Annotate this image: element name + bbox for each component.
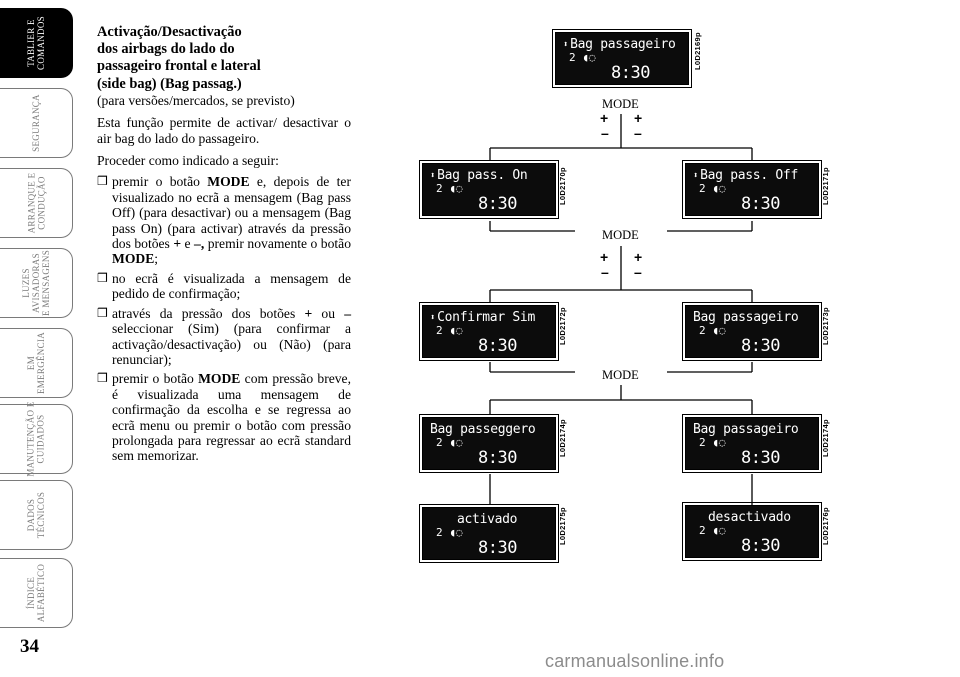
mode-label: MODE xyxy=(602,228,639,242)
gear-digit: 2 xyxy=(699,436,706,449)
figure-code: L0D2172p xyxy=(558,307,567,345)
figure-code: L0D2173p xyxy=(821,307,830,345)
minus-sign: – xyxy=(601,264,609,280)
lights-icon: ◖◌ xyxy=(449,324,463,337)
figure-code: L0D2174p xyxy=(558,419,567,457)
gear-digit: 2 xyxy=(436,436,443,449)
tab-label: LUZES AVISADORAS E MENSAGENS xyxy=(21,249,51,317)
figure-code: L0D2176p xyxy=(821,507,830,545)
lcd-screen-bag-passageiro xyxy=(685,305,819,358)
heading-line: passageiro frontal e lateral xyxy=(97,58,261,75)
list-item-text: premir o botão MODE e, depois de ter visualizado no ecrã a mensagem (Bag pass Off) (para desactivar) ou a mensagem (Bag pass On) (para activar) através da pressão dos botões + e –, premir novamente o botão MODE; xyxy=(112,174,351,267)
gear-digit: 2 xyxy=(699,324,706,337)
checkbox-bullet-icon: ❒ xyxy=(97,305,108,320)
section-heading xyxy=(97,24,351,93)
gear-digit: 2 xyxy=(699,182,706,195)
screen-text: Bag passageiro xyxy=(693,422,799,437)
tab-seguranca[interactable] xyxy=(0,88,73,158)
gear-digit: 2 xyxy=(569,51,576,64)
clock-time: 8:30 xyxy=(741,448,780,468)
tab-label: ÍNDICE ALFABÉTICO xyxy=(26,563,46,623)
screen-text: Bag passeggero xyxy=(430,422,536,437)
list-item-text: no ecrã é visualizada a mensagem de pedido de confirmação; xyxy=(112,270,351,302)
heading-line: dos airbags do lado do xyxy=(97,41,235,58)
checkbox-bullet-icon: ❒ xyxy=(97,270,108,285)
watermark: carmanualsonline.info xyxy=(545,651,725,671)
lights-icon: ◖◌ xyxy=(712,436,726,449)
tab-label: EM EMERGÊNCIA xyxy=(26,332,46,394)
lcd-screen-bag-passeggero xyxy=(422,417,556,470)
lcd-screen-confirmar-sim xyxy=(422,305,556,358)
up-down-arrows-icon: ⬍ xyxy=(430,171,436,181)
screen-text: activado xyxy=(457,512,518,527)
figure-code: L0D2174p xyxy=(821,419,830,457)
lights-icon: ◖◌ xyxy=(712,182,726,195)
tab-manutencao-cuidados[interactable] xyxy=(0,401,73,477)
screen-text: Bag pass. Off xyxy=(700,168,798,183)
lcd-screen-bag-pass-on xyxy=(422,163,556,216)
tab-em-emergencia[interactable] xyxy=(0,328,73,398)
figure-code: L0D2171p xyxy=(821,167,830,205)
plus-sign: + xyxy=(634,249,643,265)
text-column xyxy=(97,24,351,464)
lcd-screen-desactivado xyxy=(685,505,819,558)
screen-text: Bag pass. On xyxy=(437,168,528,183)
plus-sign: + xyxy=(600,110,609,126)
lights-icon: ◖◌ xyxy=(449,526,463,539)
screen-text: Confirmar Sim xyxy=(437,310,535,325)
tab-arranque-conducao[interactable] xyxy=(0,168,73,238)
mode-label: MODE xyxy=(602,368,639,382)
page-number: 34 xyxy=(20,636,39,657)
list-item-text: premir o botão MODE com pressão breve, é visualizada uma mensagem de confirmação da escolha e se regressa ao ecrã menu ou premir o botão com pressão prolongada para regressar ao ecrã standard sem memorizar. xyxy=(112,371,351,464)
minus-sign: – xyxy=(601,125,609,141)
clock-time: 8:30 xyxy=(741,194,780,214)
up-down-arrows-icon: ⬍ xyxy=(693,171,699,181)
lcd-screen-bag-passageiro xyxy=(555,32,689,85)
list-item xyxy=(97,371,351,463)
tab-label: ARRANQUE E CONDUÇÃO xyxy=(26,172,46,234)
heading-line: Activação/Desactivação xyxy=(97,24,242,40)
screen-text: desactivado xyxy=(708,510,791,525)
mode-label: MODE xyxy=(602,97,639,111)
checkbox-bullet-icon: ❒ xyxy=(97,371,108,386)
clock-time: 8:30 xyxy=(741,536,780,556)
lights-icon: ◖◌ xyxy=(712,324,726,337)
tab-tablier-comandos[interactable] xyxy=(0,8,73,78)
clock-time: 8:30 xyxy=(611,63,650,83)
figure-code: L0D2169p xyxy=(693,32,702,70)
lights-icon: ◖◌ xyxy=(582,51,596,64)
list-item-text: através da pressão dos botões + ou – seleccionar (Sim) (para confirmar a activação/desactivação) ou (Não) (para renunciar); xyxy=(112,305,352,367)
minus-sign: – xyxy=(634,125,642,141)
screen-text: Bag passageiro xyxy=(570,37,676,52)
figure-code: L0D2170p xyxy=(558,167,567,205)
gear-digit: 2 xyxy=(436,324,443,337)
plus-sign: + xyxy=(600,249,609,265)
plus-sign: + xyxy=(634,110,643,126)
clock-time: 8:30 xyxy=(478,194,517,214)
figure-code: L0D2175p xyxy=(558,507,567,545)
lcd-screen-bag-passageiro xyxy=(685,417,819,470)
gear-digit: 2 xyxy=(436,526,443,539)
gear-digit: 2 xyxy=(436,182,443,195)
chapter-tabs xyxy=(0,0,75,640)
tab-luzes-avisadoras[interactable] xyxy=(0,248,73,318)
tab-dados-tecnicos[interactable] xyxy=(0,480,73,550)
list-item xyxy=(97,271,351,302)
checkbox-bullet-icon: ❒ xyxy=(97,174,108,189)
list-item xyxy=(97,174,351,266)
minus-sign: – xyxy=(634,264,642,280)
tab-label: MANUTENÇÃO E CUIDADOS xyxy=(26,401,47,477)
clock-time: 8:30 xyxy=(478,538,517,558)
up-down-arrows-icon: ⬍ xyxy=(430,313,436,323)
intro-paragraph: Esta função permite de activar/ desactivar o air bag do lado do passageiro. xyxy=(97,115,351,146)
lights-icon: ◖◌ xyxy=(712,524,726,537)
up-down-arrows-icon: ⬍ xyxy=(563,40,569,50)
tab-indice-alfabetico[interactable] xyxy=(0,558,73,628)
subheading: (para versões/mercados, se previsto) xyxy=(97,92,295,108)
tab-label: SEGURANÇA xyxy=(31,94,41,152)
clock-time: 8:30 xyxy=(741,336,780,356)
lights-icon: ◖◌ xyxy=(449,436,463,449)
airbag-menu-diagram xyxy=(380,0,880,600)
clock-time: 8:30 xyxy=(478,448,517,468)
screen-text: Bag passageiro xyxy=(693,310,799,325)
gear-digit: 2 xyxy=(699,524,706,537)
tab-label: DADOS TÉCNICOS xyxy=(26,491,46,539)
lcd-screen-activado xyxy=(422,507,556,560)
tab-label: TABLIER E COMANDOS xyxy=(25,16,46,70)
clock-time: 8:30 xyxy=(478,336,517,356)
lights-icon: ◖◌ xyxy=(449,182,463,195)
lcd-screen-bag-pass-off xyxy=(685,163,819,216)
heading-line: (side bag) (Bag passag.) xyxy=(97,75,242,92)
proceed-paragraph: Proceder como indicado a seguir: xyxy=(97,153,279,169)
list-item xyxy=(97,306,351,368)
instruction-list xyxy=(97,174,351,463)
